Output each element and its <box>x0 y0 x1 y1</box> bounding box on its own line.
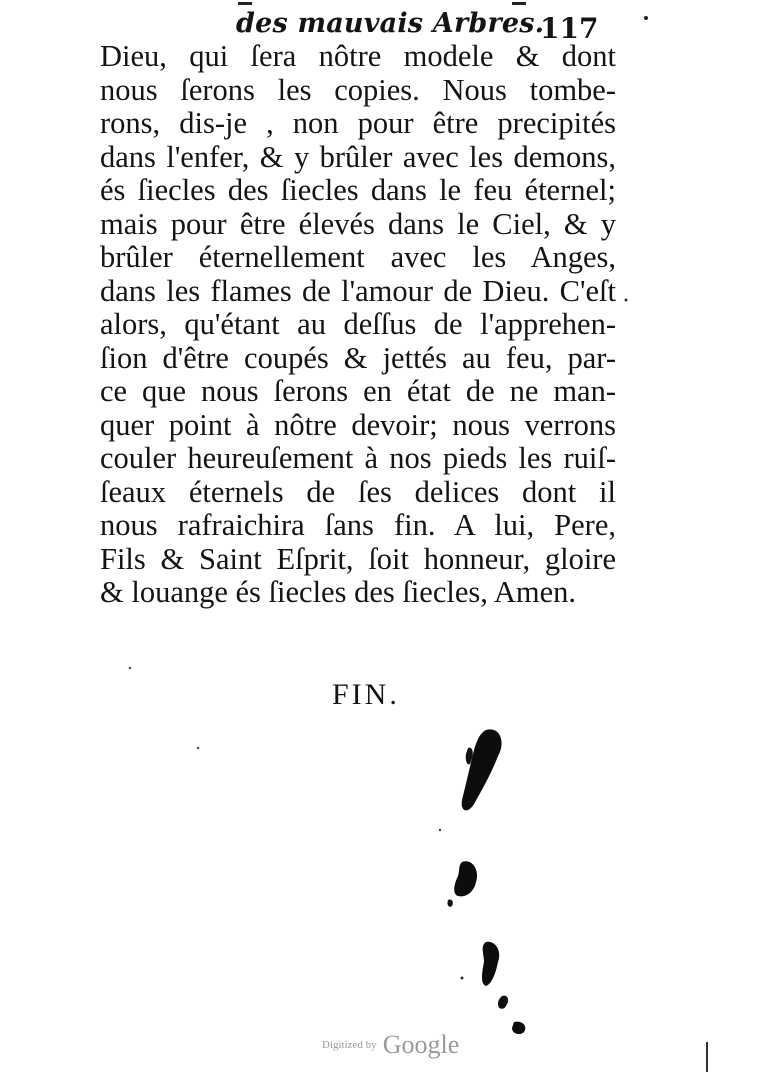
ink-speck <box>439 829 441 831</box>
text-line: mais pour être élevés dans le Ciel, & y <box>100 206 616 241</box>
text-line: quer point à nôtre devoir; nous verrons <box>100 407 616 442</box>
ink-blot <box>447 899 452 906</box>
watermark-prefix: Digitized by <box>322 1039 377 1051</box>
text-line: Dieu, qui ſera nôtre modele & dont <box>100 39 616 73</box>
text-line: dans l'enfer, & y brûler avec les demons, <box>100 139 616 174</box>
end-mark: FIN. <box>332 678 400 711</box>
ink-blot <box>482 942 499 986</box>
text-line: és ſiecles des ſiecles dans le feu éternel; <box>100 173 616 207</box>
page-number: 117 <box>540 12 599 45</box>
text-line: nous rafraichira ſans fin. A lui, Pere, <box>100 508 616 542</box>
ink-blot <box>512 1022 525 1034</box>
watermark-brand: Google <box>382 1030 460 1059</box>
ink-blot <box>498 996 508 1009</box>
text-line: ce que nous ſerons en état de ne man- <box>100 374 616 408</box>
text-line: rons, dis-je , non pour être precipités <box>100 106 616 140</box>
text-line: alors, qu'étant au deſſus de l'apprehen- <box>100 307 616 341</box>
digitization-watermark <box>322 1030 459 1060</box>
text-line: Fils & Saint Eſprit, ſoit honneur, gloire <box>100 541 616 576</box>
ink-speck <box>644 16 648 20</box>
text-line: ſion d'être coupés & jettés au feu, par- <box>100 340 616 375</box>
text-line: & louange és ſiecles des ſiecles, Amen. <box>100 575 576 609</box>
running-title: des mauvais Arbres. <box>236 8 545 39</box>
scan-edge-mark <box>706 1042 708 1072</box>
text-line: brûler éternellement avec les Anges, <box>100 240 616 274</box>
ink-speck <box>197 747 199 749</box>
ink-speck <box>129 667 131 669</box>
ink-blot <box>462 729 502 810</box>
text-line: dans les flames de l'amour de Dieu. C'eſt <box>100 273 616 308</box>
ink-blot <box>454 861 477 896</box>
text-line: ſeaux éternels de ſes delices dont il <box>100 474 616 509</box>
ink-speck <box>625 299 628 302</box>
text-line: nous ſerons les copies. Nous tombe- <box>100 72 616 107</box>
text-line: couler heureuſement à nos pieds les ruiſ- <box>100 441 616 475</box>
ink-speck <box>461 977 464 980</box>
